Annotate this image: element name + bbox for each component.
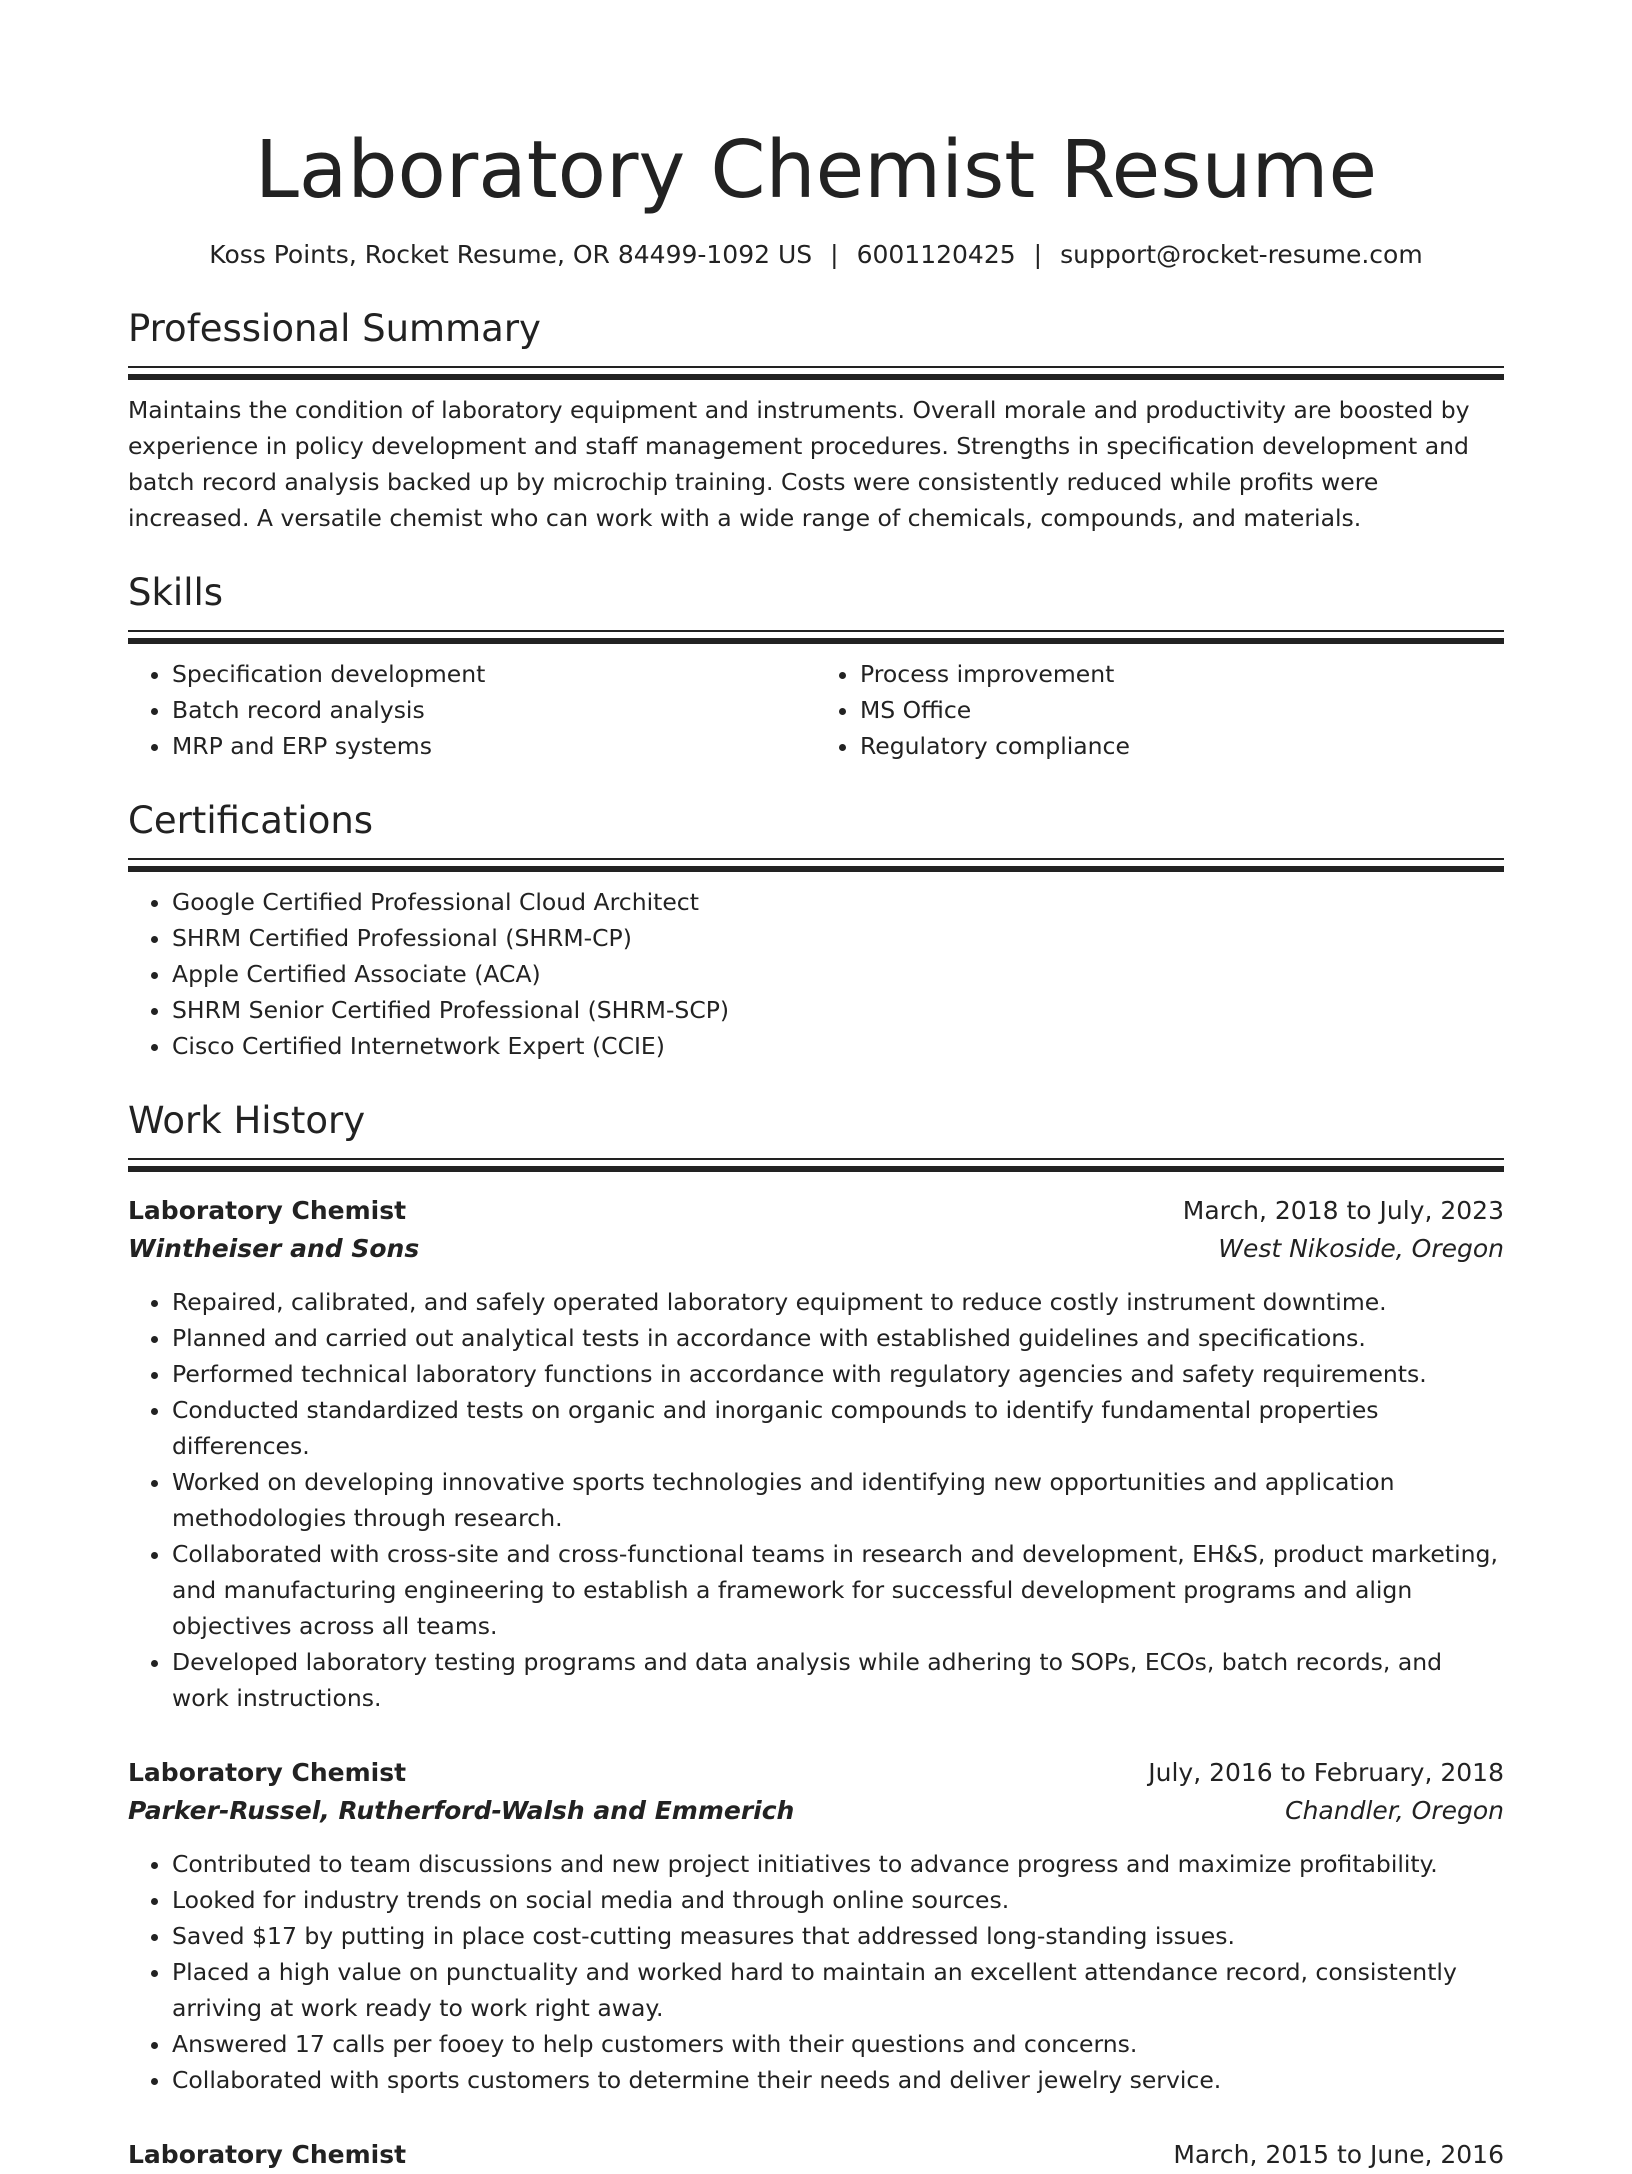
job-duty-item: • Performed technical laboratory functions in accordance with regulatory agencies and safety requirements.	[172, 1356, 1504, 1392]
section-divider	[128, 366, 1504, 380]
section-divider	[128, 858, 1504, 872]
job-duty-item: • Collaborated with sports customers to determine their needs and deliver jewelry service.	[172, 2062, 1504, 2098]
skill-item: • Process improvement	[860, 656, 1504, 692]
skills-column-right	[816, 644, 1504, 764]
job-header-row	[128, 2136, 1504, 2174]
job-duty-item: • Placed a high value on punctuality and worked hard to maintain an excellent attendance record, consistently arriving at work ready to work right away.	[172, 1954, 1504, 2026]
work-history-heading: Work History	[128, 1099, 366, 1142]
summary-heading: Professional Summary	[128, 307, 541, 350]
job-entry	[128, 1192, 1504, 1716]
contact-line	[128, 238, 1504, 272]
section-divider	[128, 1158, 1504, 1172]
job-location: West Nikoside, Oregon	[1218, 1234, 1504, 1263]
job-duty-item: • Collaborated with cross-site and cross-functional teams in research and development, EH&S, product marketing, and manufacturing engineering to establish a framework for successful development programs and align objectives across all teams.	[172, 1536, 1504, 1644]
job-duty-item: • Contributed to team discussions and new project initiatives to advance progress and maximize profitability.	[172, 1846, 1504, 1882]
job-dates: March, 2015 to June, 2016	[1173, 2140, 1504, 2169]
job-entry	[128, 2136, 1504, 2174]
certifications-list	[128, 884, 1504, 1064]
job-header-row	[128, 1192, 1504, 1230]
contact-separator: |	[830, 240, 839, 269]
job-company-row	[128, 1230, 1504, 1268]
skills-heading: Skills	[128, 571, 224, 614]
job-title: Laboratory Chemist	[128, 1758, 407, 1787]
job-title: Laboratory Chemist	[128, 1196, 407, 1225]
certification-item: • Google Certified Professional Cloud Architect	[172, 884, 1504, 920]
section-divider	[128, 630, 1504, 644]
job-entry	[128, 1754, 1504, 2098]
certifications-section	[128, 798, 1504, 1064]
skills-columns	[128, 644, 1504, 764]
skill-item: • MRP and ERP systems	[172, 728, 816, 764]
job-dates: March, 2018 to July, 2023	[1182, 1196, 1504, 1225]
skill-item: • MS Office	[860, 692, 1504, 728]
skills-section	[128, 570, 1504, 764]
job-company: Wintheiser and Sons	[128, 1234, 420, 1263]
job-duty-item: • Repaired, calibrated, and safely operated laboratory equipment to reduce costly instrument downtime.	[172, 1284, 1504, 1320]
job-duty-item: • Saved $17 by putting in place cost-cutting measures that addressed long-standing issues.	[172, 1918, 1504, 1954]
work-history-section	[128, 1098, 1504, 2174]
certifications-heading: Certifications	[128, 799, 374, 842]
job-duty-item: • Worked on developing innovative sports technologies and identifying new opportunities and application methodologies through research.	[172, 1464, 1504, 1536]
certification-item: • SHRM Certified Professional (SHRM-CP)	[172, 920, 1504, 956]
resume-page	[128, 120, 1504, 2174]
job-duties-list	[128, 1846, 1504, 2098]
skill-item: • Specification development	[172, 656, 816, 692]
skill-item: • Batch record analysis	[172, 692, 816, 728]
contact-phone: 6001120425	[856, 240, 1016, 269]
job-company: Parker-Russel, Rutherford-Walsh and Emmerich	[128, 1796, 795, 1825]
certification-item: • Cisco Certified Internetwork Expert (CCIE)	[172, 1028, 1504, 1064]
job-dates: July, 2016 to February, 2018	[1148, 1758, 1504, 1787]
skills-list-right	[816, 656, 1504, 764]
summary-section	[128, 306, 1504, 536]
job-company-row	[128, 1792, 1504, 1830]
contact-email: support@rocket-resume.com	[1060, 240, 1423, 269]
certification-item: • SHRM Senior Certified Professional (SHRM-SCP)	[172, 992, 1504, 1028]
job-duty-item: • Looked for industry trends on social media and through online sources.	[172, 1882, 1504, 1918]
contact-separator: |	[1033, 240, 1043, 269]
job-duty-item: • Answered 17 calls per fooey to help customers with their questions and concerns.	[172, 2026, 1504, 2062]
certification-item: • Apple Certified Associate (ACA)	[172, 956, 1504, 992]
job-duties-list	[128, 1284, 1504, 1716]
job-duty-item: • Conducted standardized tests on organic and inorganic compounds to identify fundamental properties differences.	[172, 1392, 1504, 1464]
job-title: Laboratory Chemist	[128, 2140, 407, 2169]
summary-text: Maintains the condition of laboratory equipment and instruments. Overall morale and productivity are boosted by experience in policy development and staff management procedures. Strengths in specification development and batch record analysis backed up by microchip training. Costs were consistently reduced while profits were increased. A versatile chemist who can work with a wide range of chemicals, compounds, and materials.	[128, 396, 1470, 532]
contact-address: Koss Points, Rocket Resume, OR 84499-1092 US	[209, 240, 813, 269]
job-location: Chandler, Oregon	[1285, 1796, 1504, 1825]
skill-item: • Regulatory compliance	[860, 728, 1504, 764]
skills-list-left	[128, 656, 816, 764]
job-duty-item: • Developed laboratory testing programs and data analysis while adhering to SOPs, ECOs, batch records, and work instructions.	[172, 1644, 1504, 1716]
resume-title: Laboratory Chemist Resume	[254, 124, 1378, 216]
skills-column-left	[128, 644, 816, 764]
job-duty-item: • Planned and carried out analytical tests in accordance with established guidelines and specifications.	[172, 1320, 1504, 1356]
job-header-row	[128, 1754, 1504, 1792]
